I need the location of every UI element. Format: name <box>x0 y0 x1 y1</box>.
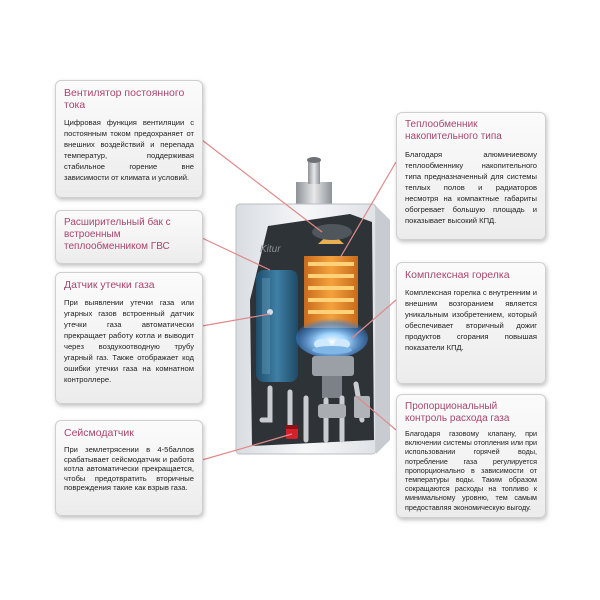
leader-heat-exchanger <box>340 162 396 258</box>
callout-title: Пропорциональный контроль расхода газа <box>405 401 510 424</box>
leader-seismic <box>202 434 292 460</box>
leader-gas-control <box>356 396 396 430</box>
callout-burner <box>396 262 546 384</box>
callout-title: Теплообменник накопительного типа <box>405 119 502 142</box>
leader-burner <box>352 300 396 338</box>
callout-body: Благодаря газовому клапану, при включении системы отопления или при использовании горячей воды, потребление газа регулируется пропорционально в зависимости от температуры воды. Таким образом сокращаются расходы на топливо к минимальному уровню, тем самым предоставляя экономическую выгоду. <box>405 429 537 512</box>
leader-fan <box>202 140 322 232</box>
callout-title: Комплексная горелка <box>405 269 510 281</box>
callout-title: Сейсмодатчик <box>64 427 134 439</box>
callout-seismic <box>55 420 203 516</box>
leader-gas-sensor <box>202 314 270 326</box>
callout-fan <box>55 80 203 198</box>
callout-title: Датчик утечки газа <box>64 279 155 291</box>
callout-heat-exchanger <box>396 112 546 240</box>
callout-body: Благодаря алюминиевому теплообменнику накопительного типа предназначенный для системы теплых полов и радиаторов несмотря на компактные габариты обогревает большую площадь и показывает высокий КПД. <box>405 150 537 225</box>
callout-body: При землетрясении в 4-5баллов срабатывает сейсмодатчик и работа котла автоматически прекращается, чтобы предотвратить вторичные повреждения такие как взрыв газа. <box>64 445 194 493</box>
callout-body: Цифровая функция вентиляции с постоянным током предохраняет от внешних воздействий и перепада температур, поддерживая стабильное горение вне зависимости от климата и условий. <box>64 118 194 182</box>
brand-label: Kitur <box>260 244 281 255</box>
callout-expansion <box>55 210 203 264</box>
callout-body: Комплексная горелка с внутренним и внешним возгоранием является уникальным изобретением, который обеспечивает вторичный дожиг продуктов сгорания повышая показатели КПД. <box>405 288 537 352</box>
callout-title: Вентилятор постоянного тока <box>64 87 185 111</box>
callout-gas-control <box>396 394 546 518</box>
callout-title: Расширительный бак с встроенным теплообменником ГВС <box>64 217 171 252</box>
callout-gas-sensor <box>55 272 203 404</box>
leader-expansion <box>202 238 270 270</box>
callout-body: При выявлении утечки газа или угарных газов встроенный датчик утечки газа автоматически прекращает работу котла и выводит через воздухоотводную трубу угарный газ. Также отображает код ошибки утечки газа на комнатном контроллере. <box>64 298 194 384</box>
